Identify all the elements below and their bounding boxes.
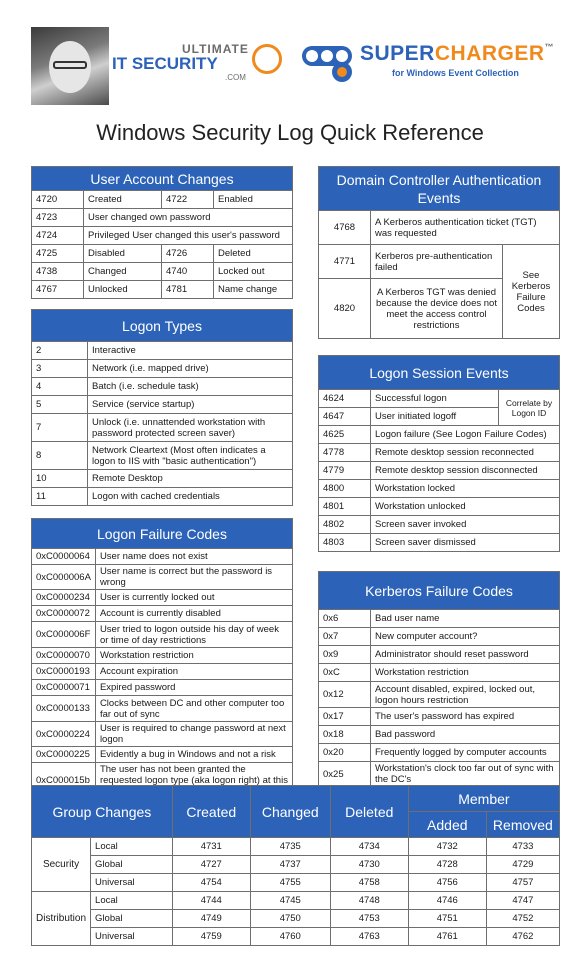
event-id: 4738 xyxy=(32,263,84,281)
table-row xyxy=(32,696,293,722)
event-id: 4802 xyxy=(319,516,371,534)
table-row xyxy=(32,590,293,606)
event-id: 4803 xyxy=(319,534,371,552)
group-scope-label: Security xyxy=(32,838,91,892)
code-cell: 10 xyxy=(32,470,88,488)
table-row xyxy=(319,664,560,682)
event-id: 4724 xyxy=(32,227,84,245)
event-id: 4762 xyxy=(486,928,559,946)
description-cell: Service (service startup) xyxy=(88,396,293,414)
code-cell: 0xC0000234 xyxy=(32,590,96,606)
see-kerberos-note: See Kerberos Failure Codes xyxy=(503,245,560,339)
description-cell: User name is correct but the password is wrong xyxy=(95,565,292,590)
event-id: 4723 xyxy=(32,209,84,227)
supercharger-wordmark: SUPERCHARGER™ xyxy=(360,42,555,65)
logon-types-section xyxy=(31,309,293,506)
event-id: 4768 xyxy=(319,211,371,245)
table-row xyxy=(32,722,293,747)
table-row xyxy=(32,414,293,442)
col-deleted: Deleted xyxy=(330,786,408,838)
event-id: 4767 xyxy=(32,281,84,299)
table-row xyxy=(32,928,560,946)
table-row xyxy=(319,426,560,444)
logon-session-events-section xyxy=(318,355,560,552)
supercharger-logo xyxy=(298,40,560,90)
event-id: 4725 xyxy=(32,245,84,263)
event-desc: Unlocked xyxy=(84,281,162,299)
event-id: 4732 xyxy=(408,838,486,856)
ultimate-it-security-logo xyxy=(112,42,292,82)
event-id: 4624 xyxy=(319,390,371,408)
group-type-cell: Global xyxy=(91,910,173,928)
event-desc: A Kerberos TGT was denied because the device does not meet the access control restrictions xyxy=(371,279,503,339)
table-row xyxy=(32,622,293,648)
table-row xyxy=(32,874,560,892)
table-row xyxy=(32,488,293,506)
kerberos-failure-codes-title: Kerberos Failure Codes xyxy=(319,572,560,610)
event-desc: User initiated logoff xyxy=(371,408,499,426)
code-cell: 0x17 xyxy=(319,708,371,726)
dc-auth-events-section xyxy=(318,166,560,339)
event-id: 4756 xyxy=(408,874,486,892)
code-cell: 0x6 xyxy=(319,610,371,628)
logo-main-text: IT SECURITY xyxy=(112,54,218,73)
event-id: 4750 xyxy=(250,910,330,928)
event-id: 4731 xyxy=(172,838,250,856)
event-desc: Workstation unlocked xyxy=(371,498,560,516)
description-cell: New computer account? xyxy=(371,628,560,646)
event-desc: Privileged User changed this user's password xyxy=(84,227,293,245)
col-changed: Changed xyxy=(250,786,330,838)
code-cell: 0xC0000224 xyxy=(32,722,96,747)
event-desc: Remote desktop session reconnected xyxy=(371,444,560,462)
description-cell: User tried to logon outside his day of week or time of day restrictions xyxy=(95,622,292,648)
table-row xyxy=(319,480,560,498)
table-row xyxy=(32,606,293,622)
event-id: 4730 xyxy=(330,856,408,874)
supercharger-subtitle: for Windows Event Collection xyxy=(392,68,519,78)
event-id: 4781 xyxy=(162,281,214,299)
description-cell: Logon with cached credentials xyxy=(88,488,293,506)
description-cell: Account disabled, expired, locked out, logon hours restriction xyxy=(371,682,560,708)
table-row xyxy=(319,610,560,628)
group-changes-section xyxy=(31,785,560,946)
table-row xyxy=(32,856,560,874)
description-cell: Remote Desktop xyxy=(88,470,293,488)
code-cell: 0xC0000072 xyxy=(32,606,96,622)
description-cell: Bad user name xyxy=(371,610,560,628)
code-cell: 5 xyxy=(32,396,88,414)
event-desc: Disabled xyxy=(84,245,162,263)
table-row xyxy=(319,682,560,708)
event-id: 4763 xyxy=(330,928,408,946)
table-row xyxy=(319,762,560,787)
table-row xyxy=(32,892,560,910)
logon-session-events-title: Logon Session Events xyxy=(319,356,560,390)
code-cell: 0xC0000070 xyxy=(32,648,96,664)
description-cell: Bad password xyxy=(371,726,560,744)
code-cell: 0xC0000064 xyxy=(32,549,96,565)
logon-failure-codes-section xyxy=(31,518,293,799)
group-changes-title: Group Changes xyxy=(32,786,173,838)
code-cell: 0x12 xyxy=(319,682,371,708)
event-desc: A Kerberos authentication ticket (TGT) was requested xyxy=(371,211,560,245)
col-added: Added xyxy=(408,812,486,838)
code-cell: 0xC0000225 xyxy=(32,747,96,763)
table-row xyxy=(32,910,560,928)
event-desc: Screen saver invoked xyxy=(371,516,560,534)
user-account-changes-title: User Account Changes xyxy=(32,167,293,191)
event-desc: Screen saver dismissed xyxy=(371,534,560,552)
table-row xyxy=(32,442,293,470)
code-cell: 2 xyxy=(32,342,88,360)
logon-failure-codes-title: Logon Failure Codes xyxy=(32,519,293,549)
description-cell: User name does not exist xyxy=(95,549,292,565)
dc-auth-events-title: Domain Controller Authentication Events xyxy=(319,167,560,211)
table-row xyxy=(32,664,293,680)
table-row xyxy=(319,726,560,744)
description-cell: Workstation restriction xyxy=(371,664,560,682)
event-desc: Remote desktop session disconnected xyxy=(371,462,560,480)
group-type-cell: Global xyxy=(91,856,173,874)
code-cell: 0x25 xyxy=(319,762,371,787)
group-type-cell: Universal xyxy=(91,928,173,946)
event-id: 4747 xyxy=(486,892,559,910)
event-desc: Enabled xyxy=(214,191,293,209)
event-id: 4801 xyxy=(319,498,371,516)
event-id: 4779 xyxy=(319,462,371,480)
event-id: 4771 xyxy=(319,245,371,279)
description-cell: Clocks between DC and other computer too far out of sync xyxy=(95,696,292,722)
event-desc: Changed xyxy=(84,263,162,281)
code-cell: 0xC0000193 xyxy=(32,664,96,680)
description-cell: Workstation restriction xyxy=(95,648,292,664)
table-row xyxy=(319,462,560,480)
user-account-changes-section xyxy=(31,166,293,299)
table-row xyxy=(319,444,560,462)
event-id: 4778 xyxy=(319,444,371,462)
group-type-cell: Universal xyxy=(91,874,173,892)
group-type-cell: Local xyxy=(91,838,173,856)
event-id: 4737 xyxy=(250,856,330,874)
logon-types-title: Logon Types xyxy=(32,310,293,342)
event-id: 4757 xyxy=(486,874,559,892)
event-id: 4749 xyxy=(172,910,250,928)
code-cell: 0xC0000133 xyxy=(32,696,96,722)
event-id: 4746 xyxy=(408,892,486,910)
code-cell: 7 xyxy=(32,414,88,442)
description-cell: Account expiration xyxy=(95,664,292,680)
event-id: 4727 xyxy=(172,856,250,874)
event-id: 4761 xyxy=(408,928,486,946)
supercharger-gear-icon xyxy=(300,42,358,84)
description-cell: The user's password has expired xyxy=(371,708,560,726)
code-cell: 3 xyxy=(32,360,88,378)
event-desc: Deleted xyxy=(214,245,293,263)
event-id: 4726 xyxy=(162,245,214,263)
event-desc: User changed own password xyxy=(84,209,293,227)
table-row xyxy=(32,648,293,664)
event-id: 4720 xyxy=(32,191,84,209)
event-desc: Successful logon xyxy=(371,390,499,408)
code-cell: 8 xyxy=(32,442,88,470)
event-id: 4740 xyxy=(162,263,214,281)
group-type-cell: Local xyxy=(91,892,173,910)
event-desc: Locked out xyxy=(214,263,293,281)
table-row xyxy=(32,680,293,696)
col-member: Member xyxy=(408,786,559,812)
group-scope-label: Distribution xyxy=(32,892,91,946)
event-id: 4729 xyxy=(486,856,559,874)
code-cell: 0xC xyxy=(319,664,371,682)
table-row xyxy=(32,838,560,856)
description-cell: Batch (i.e. schedule task) xyxy=(88,378,293,396)
col-created: Created xyxy=(172,786,250,838)
event-id: 4728 xyxy=(408,856,486,874)
table-row xyxy=(32,396,293,414)
author-photo xyxy=(31,27,109,105)
table-row xyxy=(319,628,560,646)
code-cell: 0xC000006A xyxy=(32,565,96,590)
event-id: 4722 xyxy=(162,191,214,209)
table-row xyxy=(319,646,560,664)
page-title: Windows Security Log Quick Reference xyxy=(96,120,484,145)
description-cell: Administrator should reset password xyxy=(371,646,560,664)
kerberos-failure-codes-section xyxy=(318,571,560,787)
event-id: 4760 xyxy=(250,928,330,946)
description-cell: Unlock (i.e. unnattended workstation with password protected screen saver) xyxy=(88,414,293,442)
description-cell: User is currently locked out xyxy=(95,590,292,606)
table-row xyxy=(32,342,293,360)
event-id: 4745 xyxy=(250,892,330,910)
event-desc: Workstation locked xyxy=(371,480,560,498)
table-row xyxy=(32,549,293,565)
col-removed: Removed xyxy=(486,812,559,838)
event-id: 4647 xyxy=(319,408,371,426)
description-cell: Workstation's clock too far out of sync with the DC's xyxy=(371,762,560,787)
table-row xyxy=(32,360,293,378)
table-row xyxy=(319,744,560,762)
code-cell: 0x9 xyxy=(319,646,371,664)
description-cell: Evidently a bug in Windows and not a risk xyxy=(95,747,292,763)
description-cell: Network (i.e. mapped drive) xyxy=(88,360,293,378)
event-id: 4734 xyxy=(330,838,408,856)
code-cell: 0x20 xyxy=(319,744,371,762)
event-id: 4820 xyxy=(319,279,371,339)
description-cell: Network Cleartext (Most often indicates a logon to IIS with "basic authentication") xyxy=(88,442,293,470)
table-row xyxy=(319,498,560,516)
table-row xyxy=(32,747,293,763)
table-row xyxy=(32,470,293,488)
description-cell: The user has not been granted the requested logon type (aka logon right) at this xyxy=(95,763,292,799)
event-desc: Kerberos pre-authentication failed xyxy=(371,245,503,279)
correlate-note: Correlate by Logon ID xyxy=(499,390,560,426)
event-desc: Logon failure (See Logon Failure Codes) xyxy=(371,426,560,444)
event-id: 4735 xyxy=(250,838,330,856)
logo-top-text: ULTIMATE xyxy=(182,42,249,56)
event-id: 4753 xyxy=(330,910,408,928)
description-cell: Account is currently disabled xyxy=(95,606,292,622)
table-row xyxy=(319,516,560,534)
event-id: 4758 xyxy=(330,874,408,892)
description-cell: Expired password xyxy=(95,680,292,696)
event-id: 4752 xyxy=(486,910,559,928)
target-icon xyxy=(252,44,282,74)
event-id: 4625 xyxy=(319,426,371,444)
table-row xyxy=(319,708,560,726)
event-id: 4800 xyxy=(319,480,371,498)
description-cell: User is required to change password at next logon xyxy=(95,722,292,747)
table-row xyxy=(319,534,560,552)
event-desc: Created xyxy=(84,191,162,209)
code-cell: 0xC000006F xyxy=(32,622,96,648)
code-cell: 0x7 xyxy=(319,628,371,646)
table-row xyxy=(32,565,293,590)
description-cell: Interactive xyxy=(88,342,293,360)
code-cell: 0xC000015b xyxy=(32,763,96,799)
event-id: 4751 xyxy=(408,910,486,928)
event-id: 4755 xyxy=(250,874,330,892)
logo-com-text: .COM xyxy=(225,73,246,82)
description-cell: Frequently logged by computer accounts xyxy=(371,744,560,762)
code-cell: 0xC0000071 xyxy=(32,680,96,696)
event-id: 4759 xyxy=(172,928,250,946)
event-id: 4754 xyxy=(172,874,250,892)
table-row xyxy=(32,378,293,396)
code-cell: 0x18 xyxy=(319,726,371,744)
event-id: 4748 xyxy=(330,892,408,910)
event-desc: Name change xyxy=(214,281,293,299)
code-cell: 4 xyxy=(32,378,88,396)
event-id: 4744 xyxy=(172,892,250,910)
event-id: 4733 xyxy=(486,838,559,856)
code-cell: 11 xyxy=(32,488,88,506)
